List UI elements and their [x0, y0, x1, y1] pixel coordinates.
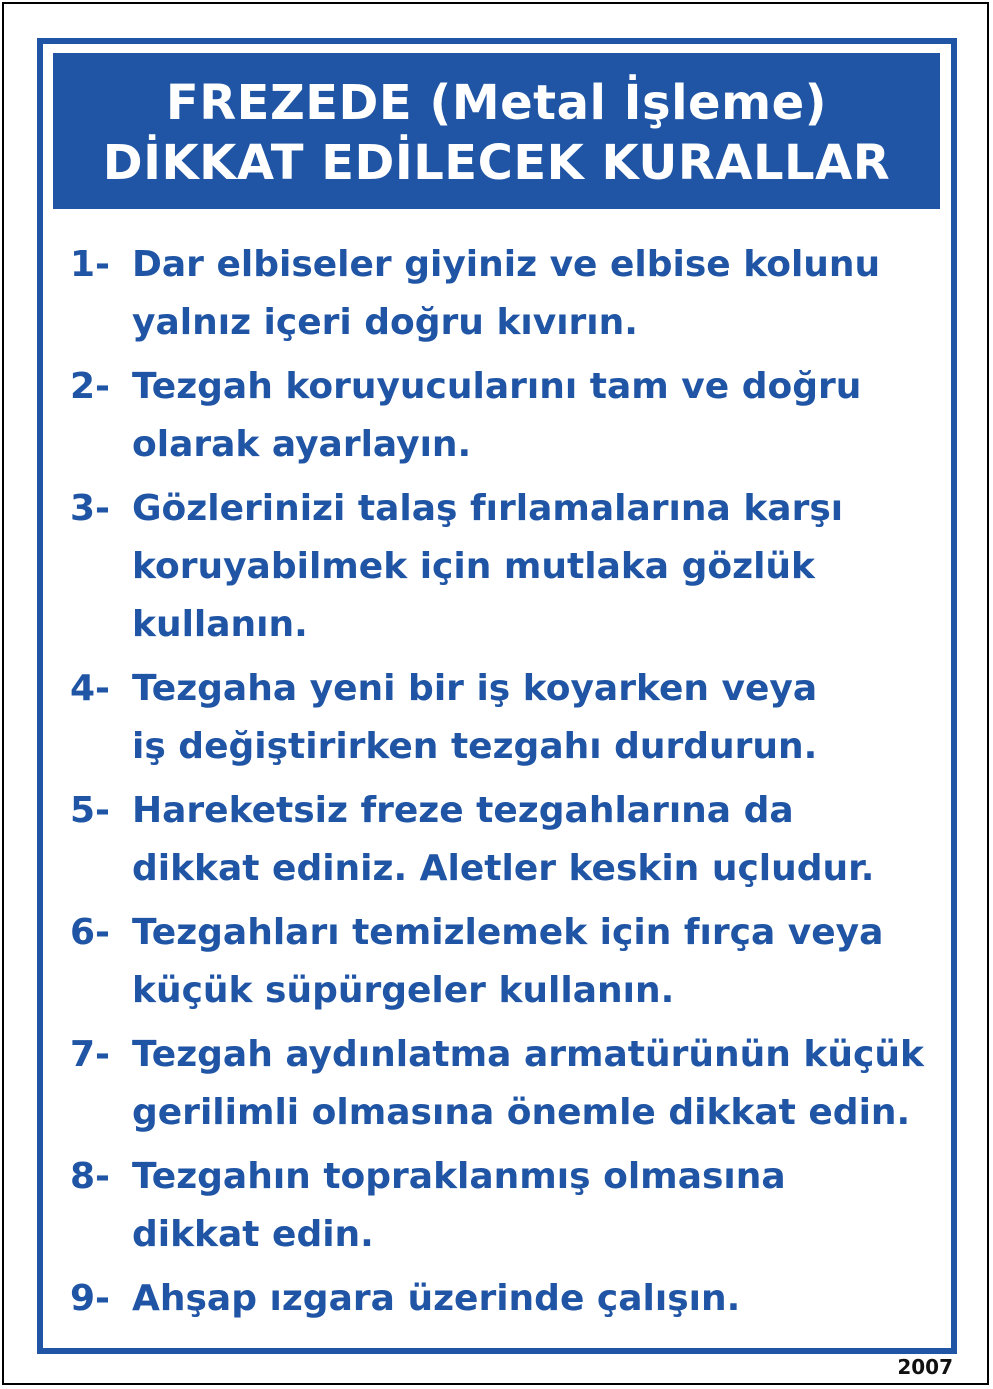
rules-list — [70, 236, 930, 1334]
rule-number: 5- — [70, 790, 110, 831]
rule-text: Ahşap ızgara üzerinde çalışın. — [132, 1278, 741, 1319]
rule-number: 3- — [70, 488, 110, 529]
rule-item-2 — [70, 358, 930, 474]
rule-number: 2- — [70, 366, 110, 407]
rule-item-6 — [70, 904, 930, 1020]
rule-text: Tezgaha yeni bir iş koyarken veya iş değiştirirken tezgahı durdurun. — [132, 668, 818, 767]
rule-text: Hareketsiz freze tezgahlarına da dikkat ediniz. Aletler keskin uçludur. — [132, 790, 875, 889]
header-title-line-1: FREZEDE (Metal İşleme) — [165, 75, 828, 131]
header-title-line-2: DİKKAT EDİLECEK KURALLAR — [102, 135, 891, 191]
rule-number: 4- — [70, 668, 110, 709]
sign-header — [53, 53, 940, 209]
rule-item-1 — [70, 236, 930, 352]
rule-item-4 — [70, 660, 930, 776]
rule-text: Dar elbiseler giyiniz ve elbise kolunu yalnız içeri doğru kıvırın. — [132, 244, 881, 343]
rule-number: 1- — [70, 244, 110, 285]
rule-item-5 — [70, 782, 930, 898]
sign-code-label: 2007 — [897, 1355, 953, 1379]
rule-item-3 — [70, 480, 930, 654]
rule-text: Gözlerinizi talaş fırlamalarına karşı koruyabilmek için mutlaka gözlük kullanın. — [132, 488, 844, 645]
rule-number: 8- — [70, 1156, 110, 1197]
rule-number: 9- — [70, 1278, 110, 1319]
rule-item-9 — [70, 1270, 930, 1328]
rule-number: 7- — [70, 1034, 110, 1075]
rule-number: 6- — [70, 912, 110, 953]
rule-item-8 — [70, 1148, 930, 1264]
rule-text: Tezgahın topraklanmış olmasına dikkat edin. — [132, 1156, 786, 1255]
rule-text: Tezgahları temizlemek için fırça veya küçük süpürgeler kullanın. — [132, 912, 884, 1011]
rule-item-7 — [70, 1026, 930, 1142]
rule-text: Tezgah koruyucularını tam ve doğru olarak ayarlayın. — [132, 366, 862, 465]
rule-text: Tezgah aydınlatma armatürünün küçük gerilimli olmasına önemle dikkat edin. — [132, 1034, 924, 1133]
